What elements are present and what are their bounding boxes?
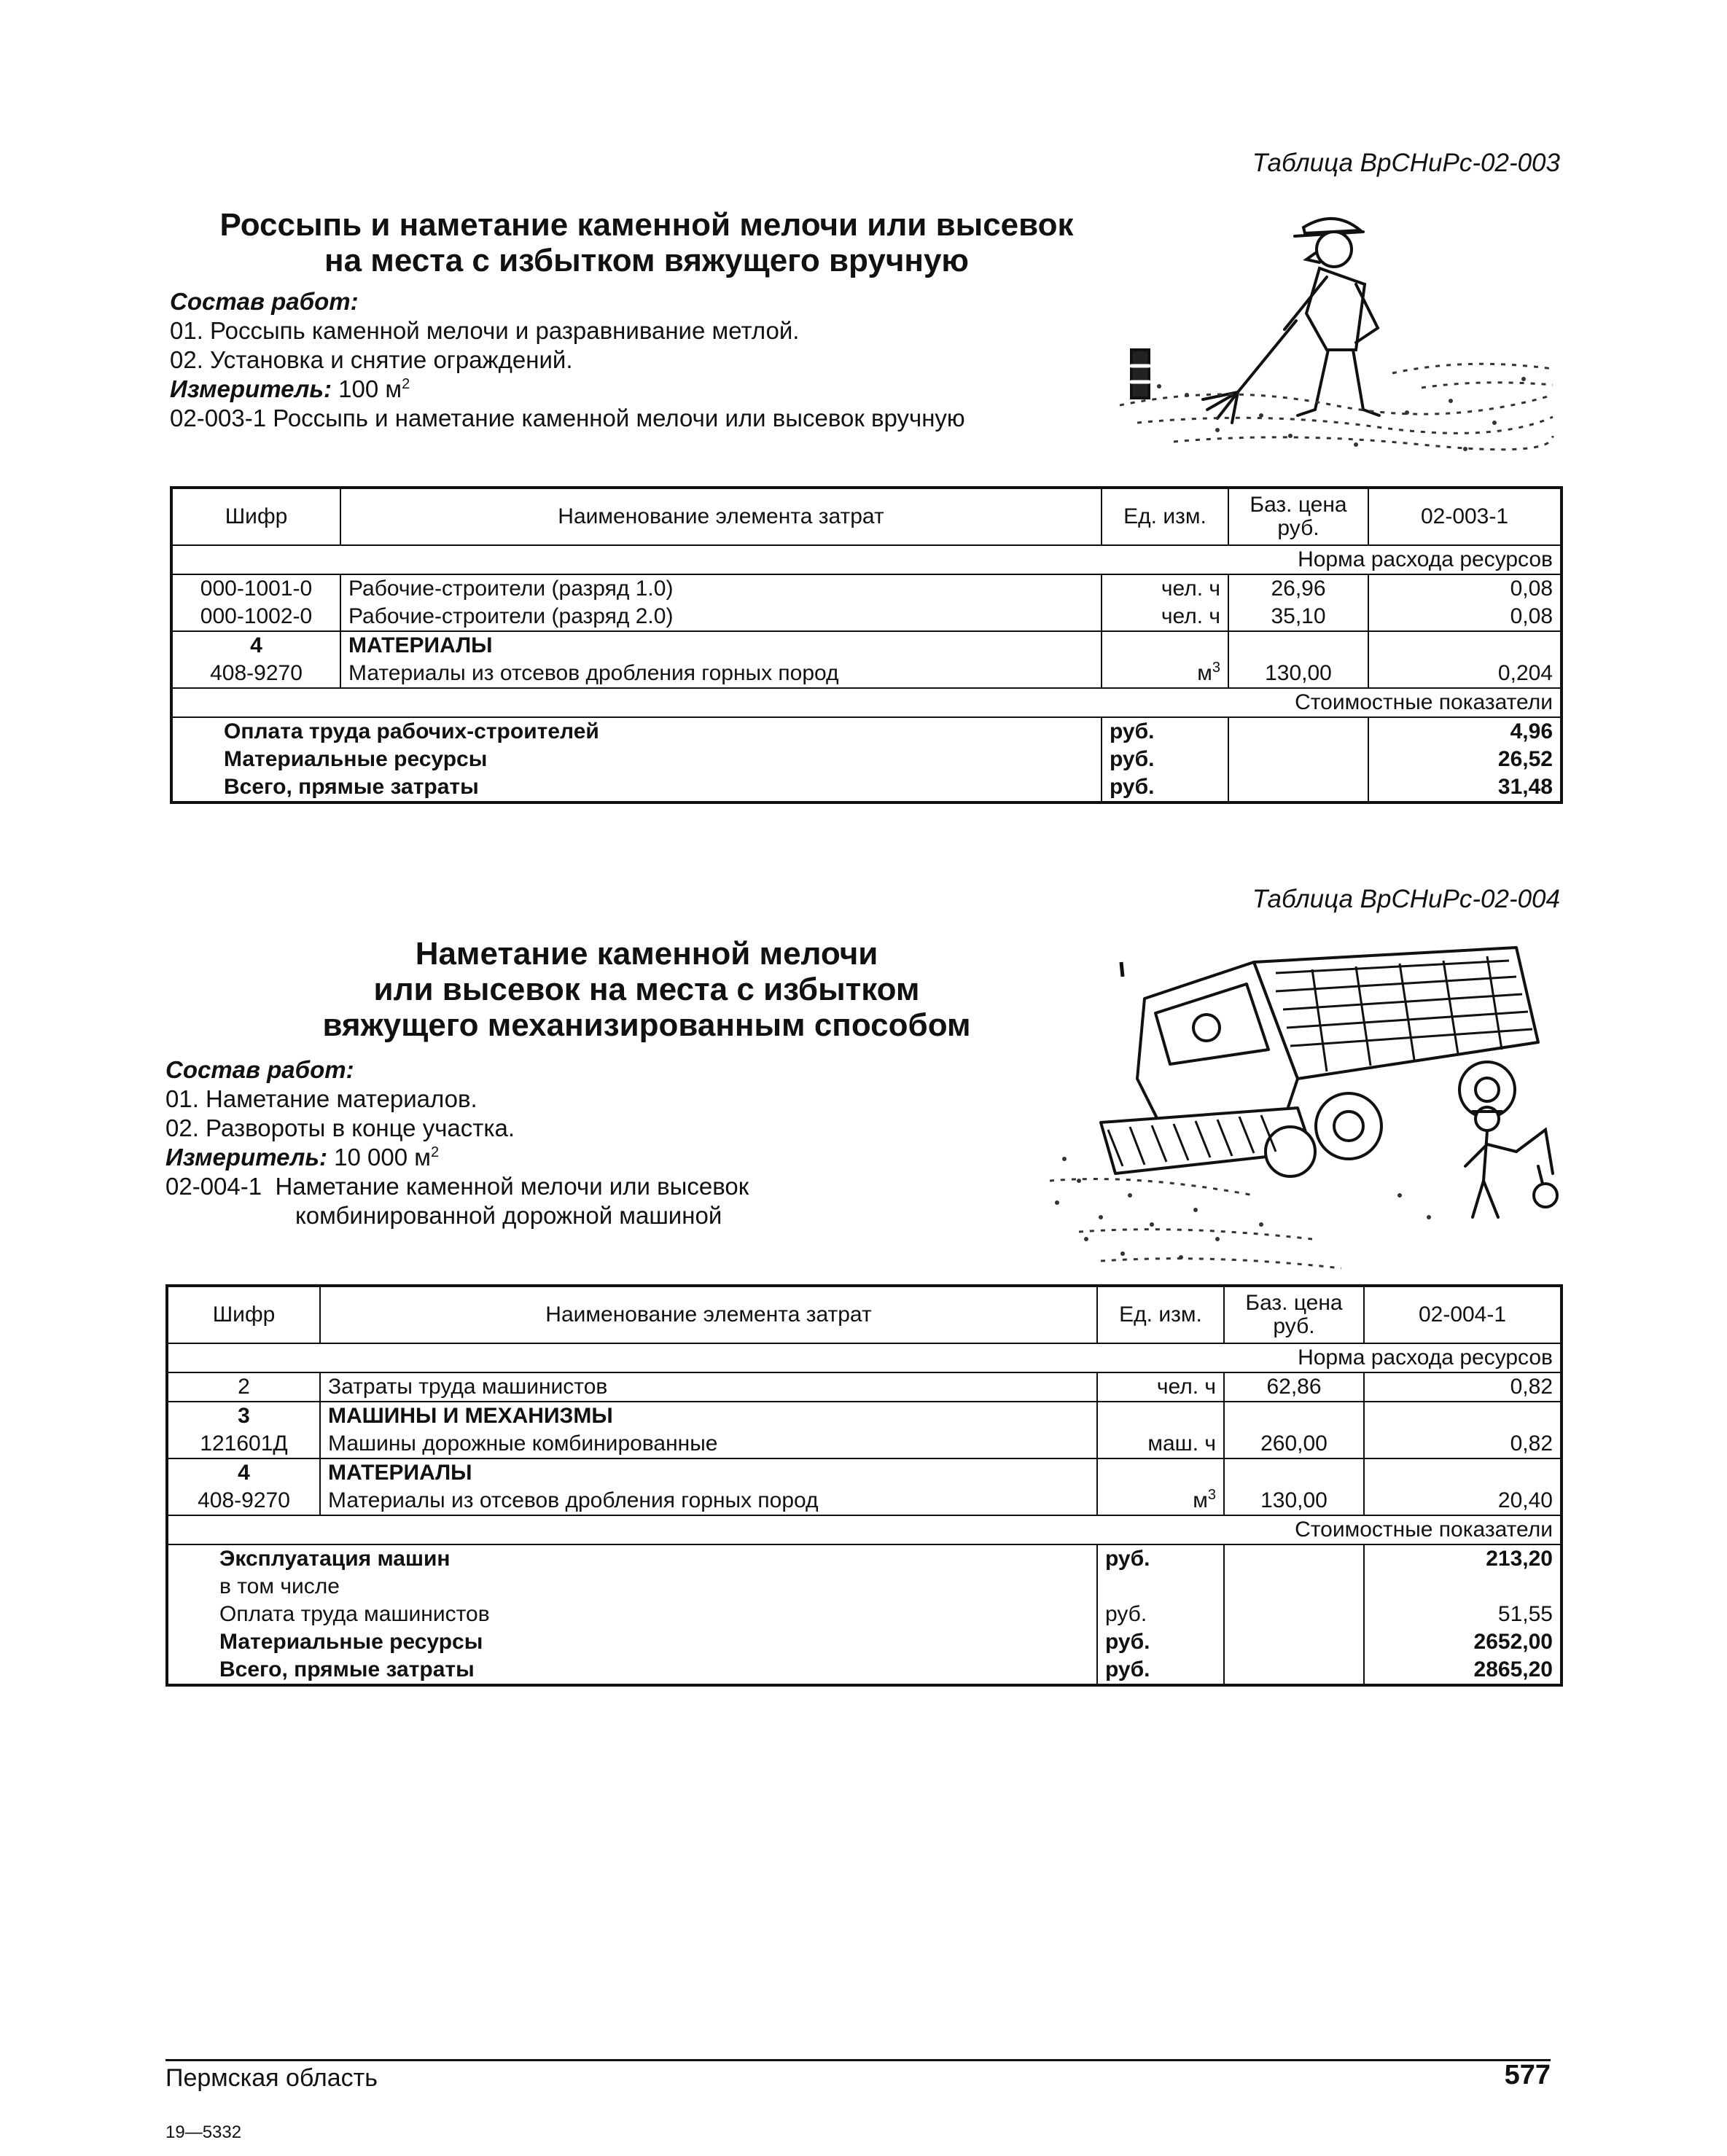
measure-label: Измеритель:	[170, 375, 332, 402]
footer-rule	[165, 2059, 1551, 2061]
cost-row	[167, 1601, 1562, 1628]
header-column-code: 02-004-1	[1364, 1286, 1562, 1343]
composition-label: Состав работ:	[165, 1056, 354, 1083]
title-line: Россыпь и наметание каменной мелочи или высевок	[219, 207, 1074, 243]
row-price: 130,00	[1228, 660, 1368, 688]
row-value: 0,08	[1368, 574, 1562, 603]
group-name: МАТЕРИАЛЫ	[340, 631, 1102, 660]
row-price: 35,10	[1228, 603, 1368, 631]
cost-name: Материальные ресурсы	[167, 1628, 1097, 1656]
cost-row	[167, 1656, 1562, 1685]
cost-row	[171, 746, 1562, 773]
work-composition-2	[165, 1055, 1128, 1230]
row-name: Затраты труда машинистов	[320, 1372, 1097, 1402]
unit-sup: 3	[1207, 1487, 1216, 1503]
header-code: Шифр	[171, 488, 340, 545]
row-price: 26,96	[1228, 574, 1368, 603]
row-code: 000-1001-0	[171, 574, 340, 603]
cost-section-row: Стоимостные показатели	[171, 688, 1562, 717]
row-unit: м	[1197, 661, 1212, 685]
cost-value: 2652,00	[1364, 1628, 1562, 1656]
title-line: или высевок на места с избытком	[373, 972, 920, 1007]
row-unit: маш. ч	[1097, 1430, 1224, 1458]
cost-unit	[1097, 1573, 1224, 1601]
row-name: Материалы из отсевов дробления горных пород	[340, 660, 1102, 688]
work-item: 02. Установка и снятие ограждений.	[170, 346, 573, 373]
cost-value: 213,20	[1364, 1544, 1562, 1573]
item-line: 02-003-1 Россыпь и наметание каменной мелочи или высевок вручную	[170, 405, 965, 431]
cost-unit: руб.	[1102, 746, 1228, 773]
item-code: 02-004-1	[165, 1173, 262, 1200]
row-unit: м	[1193, 1488, 1208, 1512]
cost-value: 4,96	[1368, 717, 1562, 746]
row-code: 121601Д	[167, 1430, 320, 1458]
measure-sup: 2	[402, 376, 410, 392]
road-machine-illustration	[1035, 933, 1560, 1276]
table-row	[171, 660, 1562, 688]
measure-value: 10 000 м	[334, 1144, 431, 1171]
row-value: 0,82	[1364, 1372, 1562, 1402]
row-name: Рабочие-строители (разряд 2.0)	[340, 603, 1102, 631]
work-item: 01. Наметание материалов.	[165, 1085, 477, 1112]
table-row	[167, 1372, 1562, 1402]
group-row	[171, 631, 1562, 660]
section-title-1	[165, 207, 1128, 278]
cost-value: 51,55	[1364, 1601, 1562, 1628]
cost-value: 31,48	[1368, 773, 1562, 802]
item-line: Наметание каменной мелочи или высевок	[275, 1173, 749, 1200]
cost-name: в том числе	[167, 1573, 1097, 1601]
footer-region: Пермская область	[165, 2064, 378, 2092]
measure-label: Измеритель:	[165, 1144, 327, 1171]
header-name: Наименование элемента затрат	[320, 1286, 1097, 1343]
table-caption-1: Таблица ВрСНиРс-02-003	[1252, 149, 1560, 177]
table-caption-2: Таблица ВрСНиРс-02-004	[1252, 885, 1560, 913]
group-row	[167, 1458, 1562, 1487]
norm-section-row: Норма расхода ресурсов	[171, 545, 1562, 574]
cost-name: Оплата труда рабочих-строителей	[171, 717, 1102, 746]
row-code: 2	[167, 1372, 320, 1402]
row-value: 20,40	[1364, 1487, 1562, 1515]
row-name: Машины дорожные комбинированные	[320, 1430, 1097, 1458]
cost-unit: руб.	[1102, 717, 1228, 746]
row-code: 408-9270	[167, 1487, 320, 1515]
row-value: 0,82	[1364, 1430, 1562, 1458]
cost-row	[167, 1573, 1562, 1601]
composition-label: Состав работ:	[170, 288, 359, 315]
header-price: Баз. цена руб.	[1224, 1286, 1364, 1343]
norm-section-row: Норма расхода ресурсов	[167, 1343, 1562, 1372]
row-price: 260,00	[1224, 1430, 1364, 1458]
header-unit: Ед. изм.	[1102, 488, 1228, 545]
group-row	[167, 1402, 1562, 1430]
header-column-code: 02-003-1	[1368, 488, 1562, 545]
table-row	[167, 1430, 1562, 1458]
page-number: 577	[1504, 2060, 1551, 2090]
estimate-table-2	[165, 1284, 1563, 1687]
group-code: 4	[167, 1458, 320, 1487]
cost-row	[171, 717, 1562, 746]
cost-name: Эксплуатация машин	[167, 1544, 1097, 1573]
title-line: вяжущего механизированным способом	[322, 1007, 971, 1043]
table-row	[171, 603, 1562, 631]
row-code: 000-1002-0	[171, 603, 340, 631]
row-price: 130,00	[1224, 1487, 1364, 1515]
cost-unit: руб.	[1097, 1601, 1224, 1628]
work-composition-1	[170, 287, 1132, 433]
row-code: 408-9270	[171, 660, 340, 688]
header-unit: Ед. изм.	[1097, 1286, 1224, 1343]
row-unit: чел. ч	[1102, 574, 1228, 603]
row-value: 0,08	[1368, 603, 1562, 631]
group-code: 4	[171, 631, 340, 660]
cost-name: Всего, прямые затраты	[171, 773, 1102, 802]
row-price: 62,86	[1224, 1372, 1364, 1402]
cost-row	[171, 773, 1562, 802]
cost-name: Материальные ресурсы	[171, 746, 1102, 773]
work-item: 01. Россыпь каменной мелочи и разравнивание метлой.	[170, 317, 800, 344]
header-name: Наименование элемента затрат	[340, 488, 1102, 545]
estimate-table-1	[170, 486, 1563, 804]
row-name: Рабочие-строители (разряд 1.0)	[340, 574, 1102, 603]
header-code: Шифр	[167, 1286, 320, 1343]
section-title-2	[165, 936, 1128, 1043]
title-line: Наметание каменной мелочи	[415, 936, 878, 972]
cost-unit: руб.	[1097, 1628, 1224, 1656]
cost-section-row: Стоимостные показатели	[167, 1515, 1562, 1544]
cost-name: Оплата труда машинистов	[167, 1601, 1097, 1628]
row-unit: чел. ч	[1102, 603, 1228, 631]
cost-value	[1364, 1573, 1562, 1601]
cost-row	[167, 1544, 1562, 1573]
row-value: 0,204	[1368, 660, 1562, 688]
print-code: 19—5332	[165, 2122, 242, 2142]
title-line: на места с избытком вяжущего вручную	[324, 243, 969, 278]
cost-unit: руб.	[1102, 773, 1228, 802]
cost-unit: руб.	[1097, 1656, 1224, 1685]
row-name: Материалы из отсевов дробления горных пород	[320, 1487, 1097, 1515]
group-code: 3	[167, 1402, 320, 1430]
measure-value: 100 м	[338, 375, 402, 402]
group-name: МАТЕРИАЛЫ	[320, 1458, 1097, 1487]
cost-unit: руб.	[1097, 1544, 1224, 1573]
header-price: Баз. цена руб.	[1228, 488, 1368, 545]
worker-sweeping-illustration	[1115, 204, 1560, 459]
unit-sup: 3	[1212, 660, 1220, 676]
table-row	[171, 574, 1562, 603]
row-unit: чел. ч	[1097, 1372, 1224, 1402]
item-line: комбинированной дорожной машиной	[295, 1202, 722, 1229]
group-name: МАШИНЫ И МЕХАНИЗМЫ	[320, 1402, 1097, 1430]
cost-row	[167, 1628, 1562, 1656]
measure-sup: 2	[430, 1144, 440, 1160]
work-item: 02. Развороты в конце участка.	[165, 1114, 515, 1141]
table-row	[167, 1487, 1562, 1515]
cost-value: 2865,20	[1364, 1656, 1562, 1685]
cost-name: Всего, прямые затраты	[167, 1656, 1097, 1685]
cost-value: 26,52	[1368, 746, 1562, 773]
